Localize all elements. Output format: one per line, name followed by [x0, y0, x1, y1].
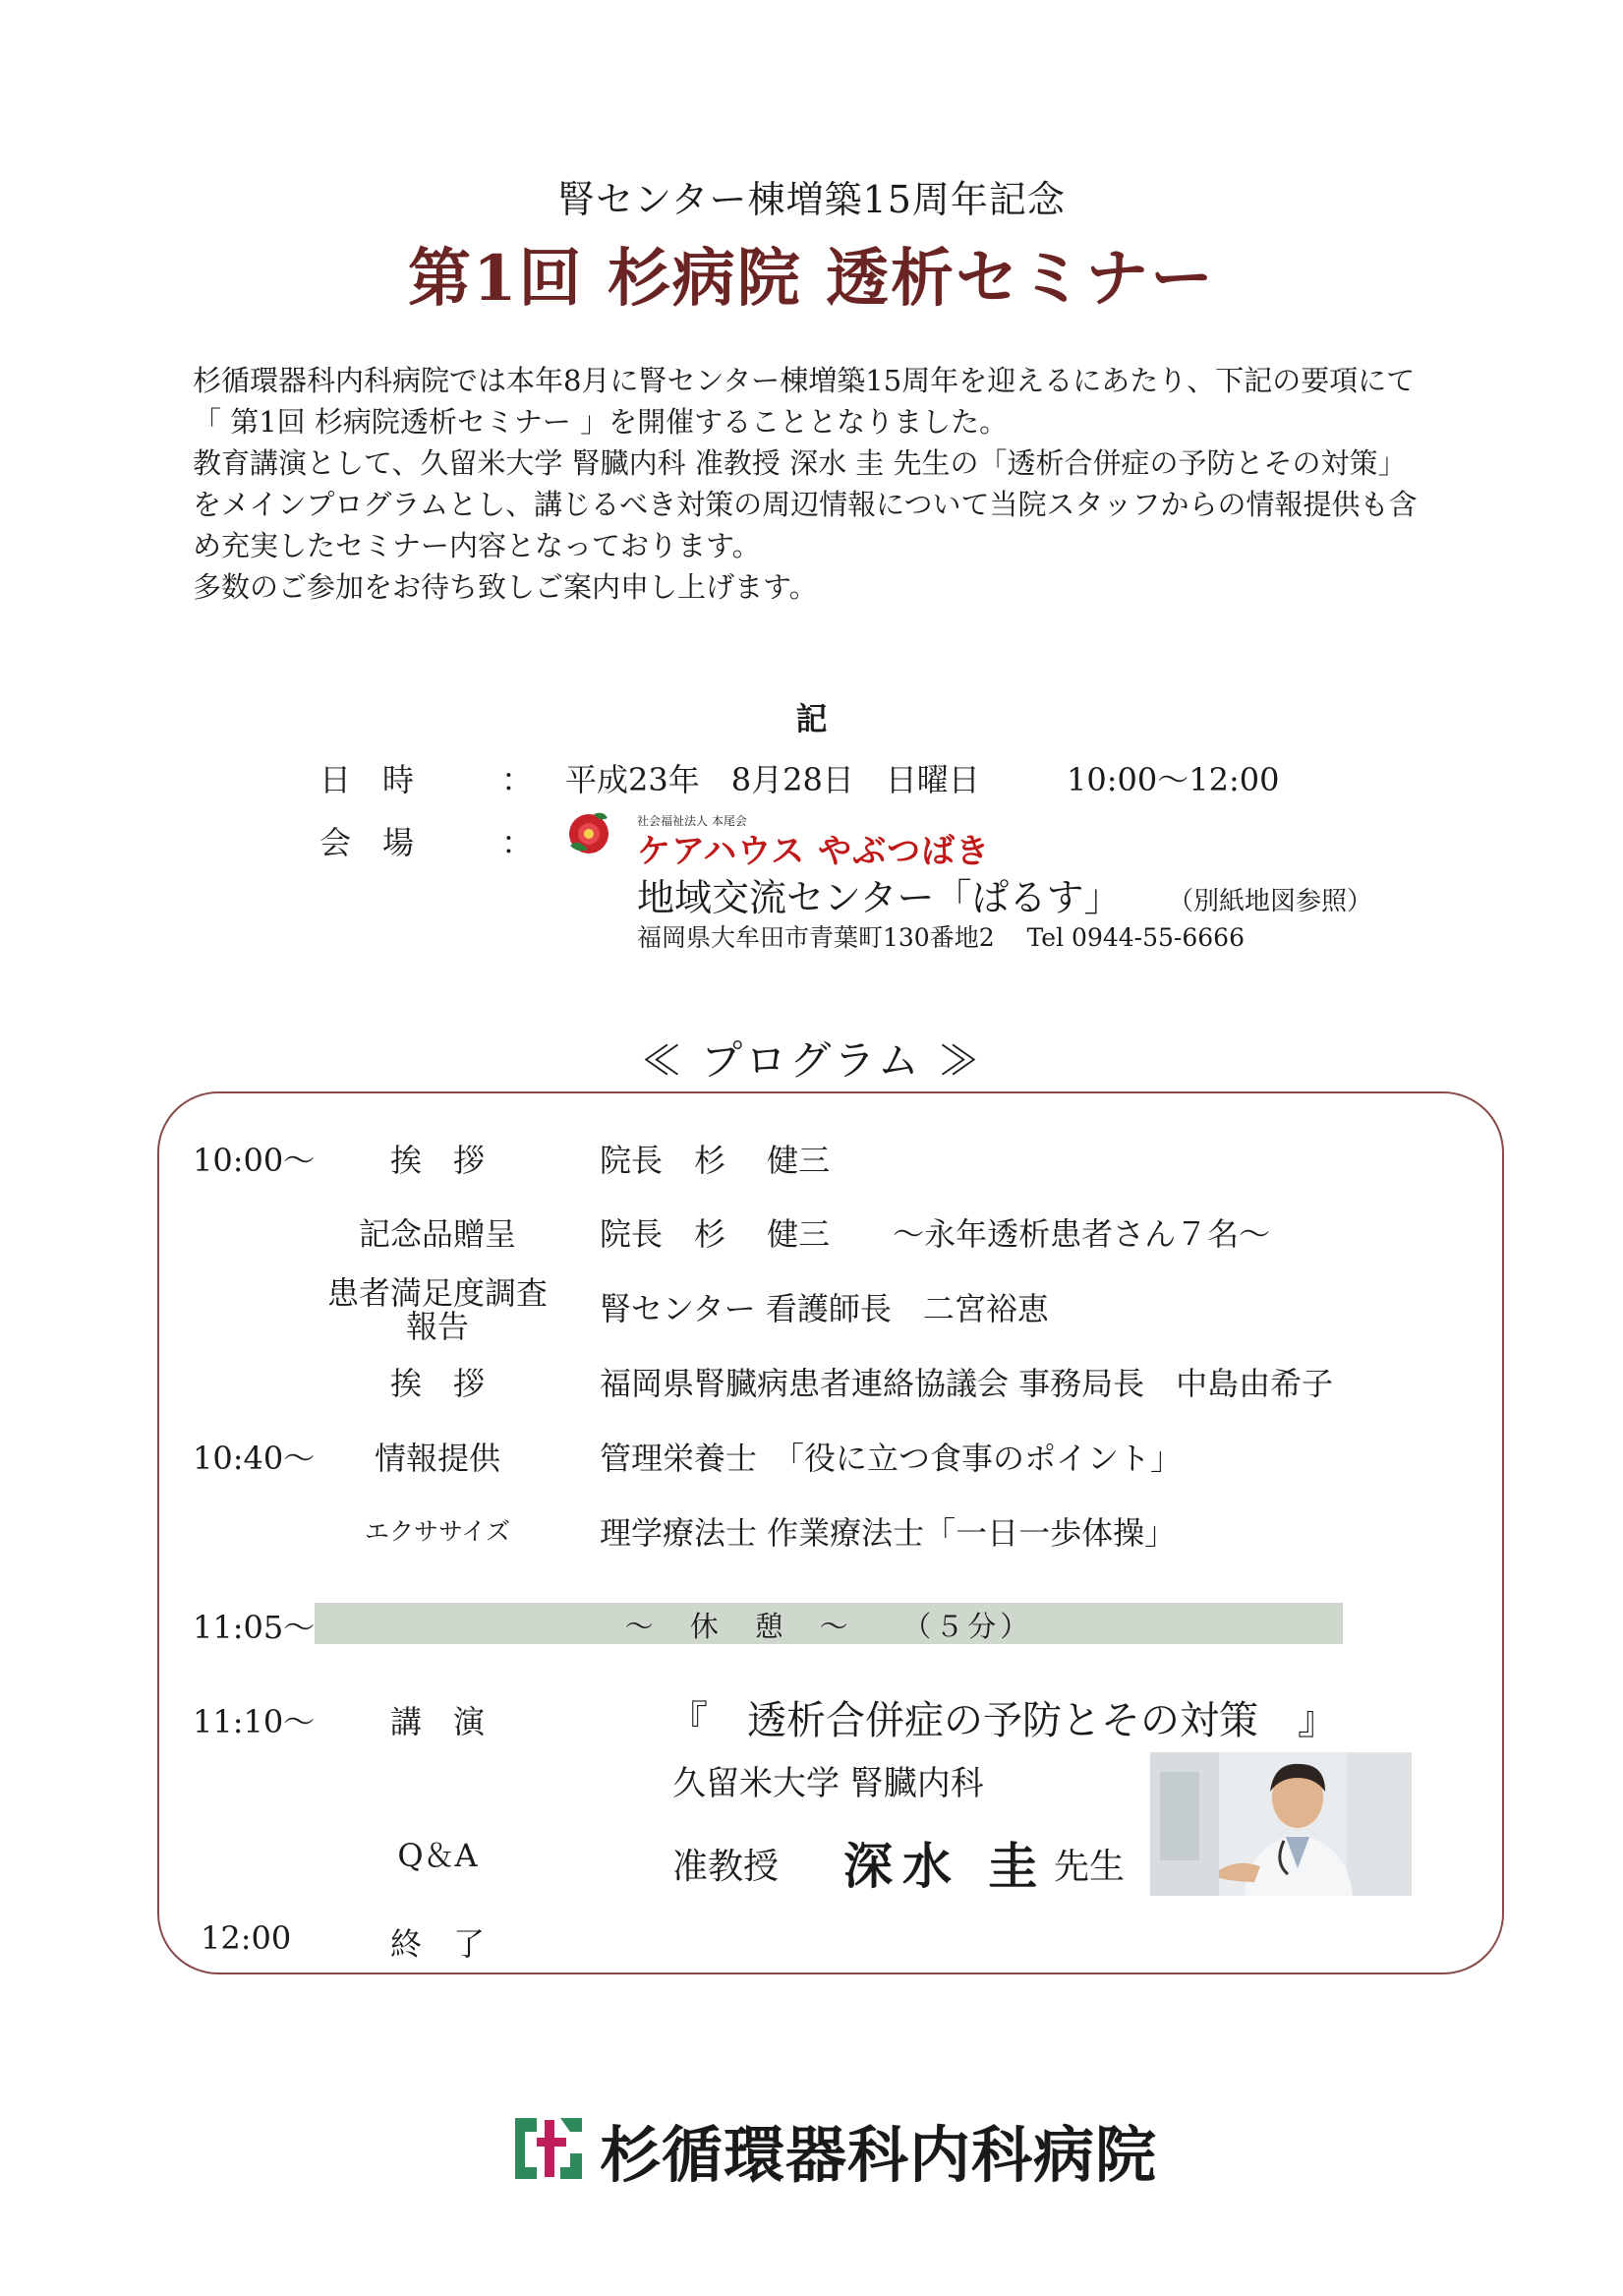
program-item: 挨 拶: [389, 1365, 485, 1402]
program-time: 10:40～: [193, 1440, 316, 1477]
hospital-logo-icon: [511, 2114, 586, 2183]
lecturer-name: 深水 圭: [843, 1838, 1048, 1895]
program-desc: 腎センター 看護師長 二宮裕恵: [600, 1290, 1049, 1327]
page-title: 第1回 杉病院 透析セミナー: [407, 242, 1216, 316]
datetime-date: 平成23年 8月28日 日曜日: [565, 761, 980, 798]
venue-label: 会 場: [319, 824, 415, 861]
subtitle: 腎センター棟増築15周年記念: [557, 178, 1066, 221]
venue-note: （別紙地図参照）: [1168, 887, 1373, 916]
program-desc: 院長 杉 健三: [600, 1142, 831, 1179]
program-desc: 理学療法士 作業療法士「一日一歩体操」: [600, 1514, 1177, 1552]
lecture-affiliation: 久留米大学 腎臓内科: [672, 1764, 984, 1803]
intro-paragraph: [193, 360, 1500, 608]
lecturer-honorific: 先生: [1054, 1847, 1126, 1887]
intro-line: 教育講演として、久留米大学 腎臓内科 准教授 深水 圭 先生の「透析合併症の予防とその対策」: [193, 446, 1407, 480]
qa-item: Q＆A: [397, 1837, 478, 1874]
hospital-name: 杉循環器科内科病院: [600, 2119, 1158, 2191]
program-row: [0, 1508, 1623, 1552]
venue-name: ケアハウス やぶつばき: [637, 832, 991, 871]
program-item: エクササイズ: [364, 1517, 510, 1546]
lecture-title: 『 透析合併症の予防とその対策 』: [668, 1698, 1337, 1743]
break-label: ～ 休 憩 ～ （５分）: [624, 1610, 1033, 1643]
camellia-logo-icon: [564, 808, 613, 857]
lecturer-position: 准教授: [672, 1847, 780, 1887]
datetime-colon: ：: [501, 761, 534, 798]
doctor-photo: [1150, 1752, 1412, 1896]
venue-address: 福岡県大牟田市青葉町130番地2 Tel 0944-55-6666: [637, 923, 1245, 952]
program-item: 記念品贈呈: [358, 1215, 516, 1253]
program-item-line2: 報告: [405, 1308, 469, 1345]
closing-item: 終 了: [389, 1925, 485, 1963]
intro-line: 杉循環器科内科病院では本年8月に腎センター棟増築15周年を迎えるにあたり、下記の要項にて: [193, 364, 1416, 397]
datetime-time: 10:00～12:00: [1067, 761, 1280, 798]
intro-line: 「 第1回 杉病院透析セミナー 」を開催することとなりました。: [193, 405, 1009, 439]
intro-line: をメインプログラムとし、講じるべき対策の周辺情報について当院スタッフからの情報提供も含: [193, 488, 1418, 521]
program-desc: 院長 杉 健三 ～永年透析患者さん７名～: [600, 1215, 1271, 1253]
program-item: 情報提供: [374, 1440, 500, 1477]
program-time: 10:00～: [193, 1142, 316, 1179]
notice-heading: 記: [795, 700, 828, 737]
datetime-label: 日 時: [319, 761, 415, 798]
venue-org: 社会福祉法人 本尾会: [637, 814, 747, 828]
lecture-time: 11:10～: [193, 1703, 316, 1740]
program-heading: ≪ プログラム ≫: [640, 1036, 983, 1085]
program-row: [0, 1209, 1623, 1253]
program-row: [0, 1359, 1623, 1402]
program-row: [0, 1434, 1623, 1477]
program-item: 挨 拶: [389, 1142, 485, 1179]
lecture-item: 講 演: [389, 1703, 485, 1740]
intro-line: め充実したセミナー内容となっております。: [193, 529, 761, 562]
program-row: [0, 1136, 1623, 1179]
intro-line: 多数のご参加をお待ち致しご案内申し上げます。: [193, 570, 818, 604]
closing-time: 12:00: [201, 1919, 292, 1957]
program-desc: 福岡県腎臓病患者連絡協議会 事務局長 中島由希子: [600, 1365, 1334, 1402]
program-row: [0, 1268, 1623, 1347]
break-time: 11:05～: [193, 1609, 316, 1646]
venue-center: 地域交流センター「ぱるす」: [637, 876, 1122, 919]
program-item: 患者満足度調査: [326, 1274, 548, 1312]
closing-row: [0, 1919, 1623, 1963]
program-desc: 管理栄養士 「役に立つ食事のポイント」: [600, 1440, 1183, 1477]
venue-colon: ：: [501, 824, 534, 861]
